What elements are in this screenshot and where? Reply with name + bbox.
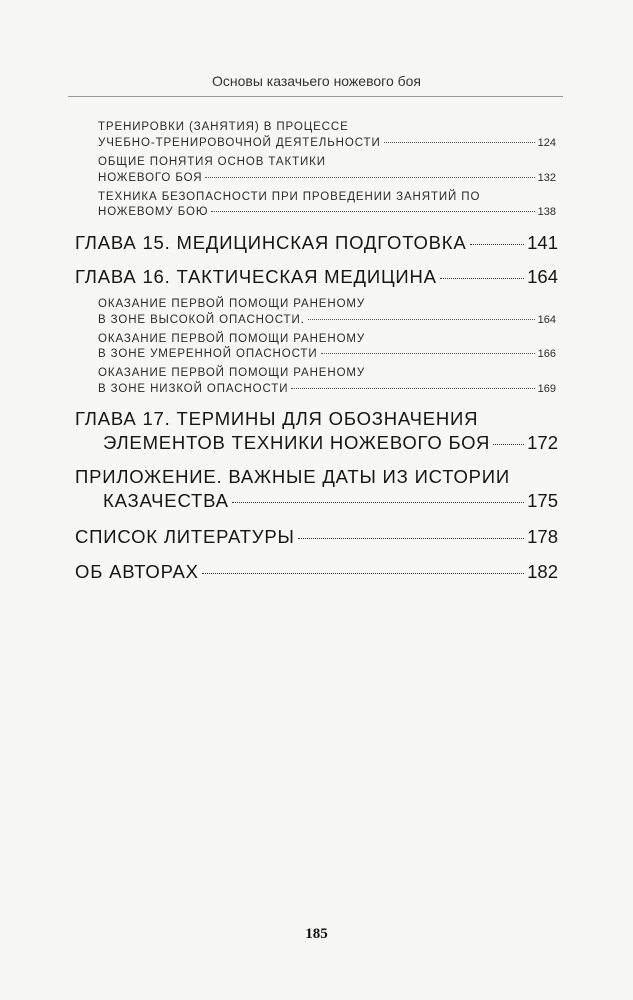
- running-header: Основы казачьего ножевого боя: [211, 73, 422, 89]
- toc-entry-page: 124: [537, 137, 556, 149]
- dot-leader: [291, 387, 534, 389]
- dot-leader: [470, 243, 525, 245]
- page-number: 185: [305, 926, 328, 942]
- toc-entry-title-line: ОКАЗАНИЕ ПЕРВОЙ ПОМОЩИ РАНЕНОМУ: [98, 367, 366, 379]
- toc-chapter-page: 141: [527, 232, 558, 253]
- toc-chapter-page: 172: [527, 432, 558, 453]
- toc-entry-title-line: ТЕХНИКА БЕЗОПАСНОСТИ ПРИ ПРОВЕДЕНИИ ЗАНЯТИЙ ПО: [98, 191, 481, 203]
- dot-leader: [308, 318, 535, 320]
- toc-chapter-title: ГЛАВА 16. ТАКТИЧЕСКАЯ МЕДИЦИНА: [75, 266, 437, 287]
- toc-entry-title-line: УЧЕБНО-ТРЕНИРОВОЧНОЙ ДЕЯТЕЛЬНОСТИ: [98, 137, 381, 149]
- toc-entry-title-line: НОЖЕВОГО БОЯ: [98, 172, 203, 184]
- toc-entry-page: 169: [537, 383, 556, 395]
- toc-chapter-title: СПИСОК ЛИТЕРАТУРЫ: [75, 526, 295, 547]
- dot-leader: [211, 210, 534, 212]
- dot-leader: [384, 141, 535, 143]
- toc-entry-title-line: ТРЕНИРОВКИ (ЗАНЯТИЯ) В ПРОЦЕССЕ: [98, 121, 349, 133]
- dot-leader: [298, 537, 524, 539]
- dot-leader: [205, 176, 534, 178]
- toc-entry-title-line: ОКАЗАНИЕ ПЕРВОЙ ПОМОЩИ РАНЕНОМУ: [98, 333, 366, 345]
- toc-chapter-title: ГЛАВА 15. МЕДИЦИНСКАЯ ПОДГОТОВКА: [75, 232, 467, 253]
- toc-entry-page: 164: [537, 314, 556, 326]
- toc-chapter-title: ЭЛЕМЕНТОВ ТЕХНИКИ НОЖЕВОГО БОЯ: [103, 432, 491, 453]
- toc-entry-title-line: В ЗОНЕ ВЫСОКОЙ ОПАСНОСТИ.: [98, 314, 305, 326]
- toc-chapter-page: 175: [527, 490, 558, 511]
- toc-chapter-title: ОБ АВТОРАХ: [75, 561, 199, 582]
- dot-leader: [232, 501, 524, 503]
- toc-entry-title-line: В ЗОНЕ НИЗКОЙ ОПАСНОСТИ: [98, 383, 289, 395]
- toc-entry-page: 138: [537, 206, 556, 218]
- toc-entry-page: 132: [537, 172, 556, 184]
- toc-chapter-title: КАЗАЧЕСТВА: [103, 490, 229, 511]
- toc-entry-title-line: ОБЩИЕ ПОНЯТИЯ ОСНОВ ТАКТИКИ: [98, 156, 326, 168]
- toc-entry-title-line: НОЖЕВОМУ БОЮ: [98, 206, 209, 218]
- toc-chapter-page: 178: [527, 526, 558, 547]
- toc-chapter-title: ПРИЛОЖЕНИЕ. ВАЖНЫЕ ДАТЫ ИЗ ИСТОРИИ: [75, 466, 511, 487]
- dot-leader: [440, 277, 524, 279]
- toc-chapter-page: 182: [527, 561, 558, 582]
- dot-leader: [202, 572, 524, 574]
- toc-chapter-page: 164: [527, 266, 558, 287]
- dot-leader: [321, 352, 535, 354]
- dot-leader: [493, 443, 524, 445]
- toc-entry-title-line: В ЗОНЕ УМЕРЕННОЙ ОПАСНОСТИ: [98, 348, 318, 360]
- toc-entry-title-line: ОКАЗАНИЕ ПЕРВОЙ ПОМОЩИ РАНЕНОМУ: [98, 298, 366, 310]
- toc-chapter-title: ГЛАВА 17. ТЕРМИНЫ ДЛЯ ОБОЗНАЧЕНИЯ: [75, 408, 479, 429]
- toc-entry-page: 166: [537, 348, 556, 360]
